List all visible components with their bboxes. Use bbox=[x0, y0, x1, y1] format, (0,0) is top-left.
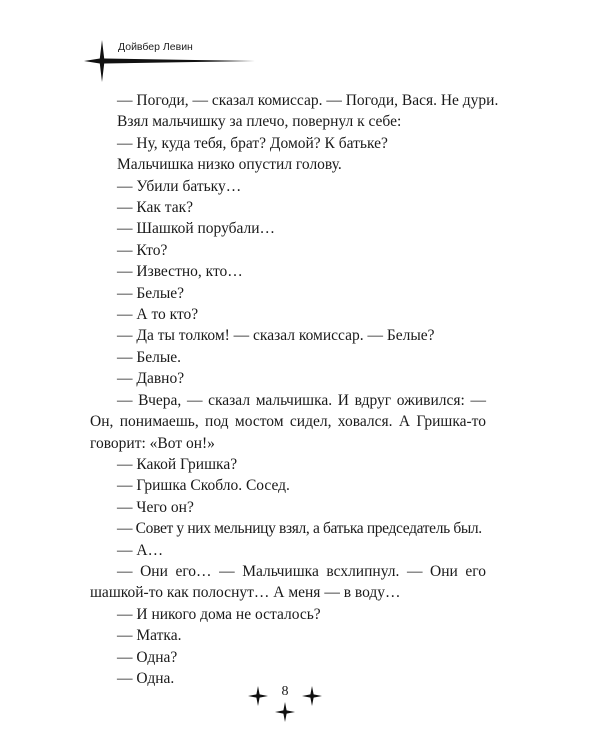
paragraph: — Ну, куда тебя, брат? Домой? К батьке? bbox=[117, 134, 388, 152]
paragraph: — Они его… — Мальчишка всхлипнул. — Они его шашкой-то как полоснут… А меня — в воду… bbox=[90, 562, 486, 602]
paragraph: — Вчера, — сказал мальчишка. И вдруг оживился: — Он, понимаешь, под мостом сидел, ховался. А Гришка-то говорит: «Вот он!» bbox=[90, 391, 486, 452]
paragraph: — Погоди, — сказал комиссар. — Погоди, Вася. Не дури. bbox=[117, 92, 499, 109]
paragraph: — Белые. bbox=[117, 348, 182, 366]
paragraph: — Да ты толком! — сказал комиссар. — Белые? bbox=[117, 327, 435, 345]
paragraph: — Чего он? bbox=[117, 498, 194, 516]
story-text bbox=[90, 90, 499, 689]
paragraph: Мальчишка низко опустил голову. bbox=[117, 156, 342, 174]
paragraph: Взял мальчишку за плечо, повернул к себе: bbox=[117, 113, 402, 131]
page-number: 8 bbox=[281, 684, 289, 699]
page-footer bbox=[240, 678, 330, 728]
paragraph: — А то кто? bbox=[117, 306, 199, 324]
paragraph: — Как так? bbox=[117, 199, 194, 217]
paragraph: — Одна? bbox=[117, 648, 178, 666]
paragraph: — Убили батьку… bbox=[117, 177, 242, 195]
paragraph: — Гришка Скобло. Сосед. bbox=[117, 477, 290, 495]
paragraph: — И никого дома не осталось? bbox=[117, 605, 321, 623]
paragraph: — Совет у них мельницу взял, а батька председатель был. bbox=[117, 520, 482, 538]
running-header bbox=[78, 36, 258, 86]
paragraph: — Одна. bbox=[117, 669, 175, 687]
paragraph: — Давно? bbox=[117, 370, 185, 388]
paragraph: — Матка. bbox=[117, 627, 182, 645]
paragraph: — А… bbox=[117, 541, 164, 559]
paragraph: — Белые? bbox=[117, 284, 185, 302]
author-name: Дойвбер Левин bbox=[118, 41, 193, 53]
paragraph: — Шашкой порубали… bbox=[117, 220, 276, 238]
paragraph: — Известно, кто… bbox=[117, 263, 243, 281]
paragraph: — Кто? bbox=[117, 241, 168, 259]
paragraph: — Какой Гришка? bbox=[117, 455, 238, 473]
